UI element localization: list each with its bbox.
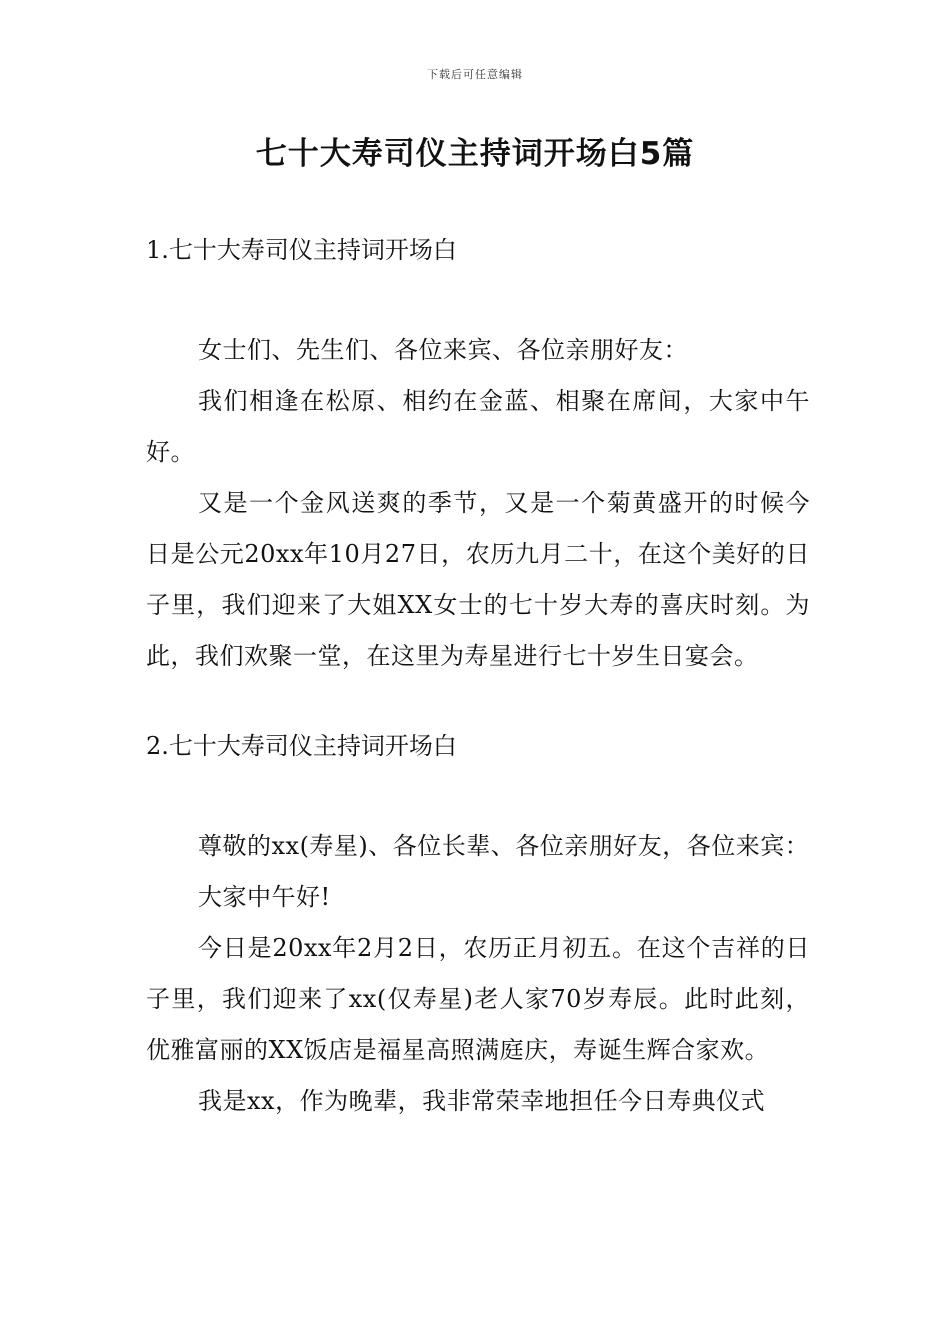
paragraph: 我是xx，作为晚辈，我非常荣幸地担任今日寿典仪式: [198, 1087, 766, 1115]
section-1-body: [146, 325, 810, 682]
header-note: 下载后可任意编辑: [427, 68, 523, 81]
section-2-body: [146, 821, 810, 1127]
paragraph: 今日是20xx年2月2日，农历正月初五。在这个吉祥的日子里，我们迎来了xx(仅寿星)老人家70岁寿辰。此时此刻，优雅富丽的XX饭店是福星高照满庭庆，寿诞生辉合家欢。: [146, 934, 810, 1064]
paragraph: 尊敬的xx(寿星)、各位长辈、各位亲朋好友，各位来宾：: [198, 832, 810, 860]
section-heading: 2.七十大寿司仪主持词开场白: [146, 732, 457, 760]
paragraph: 又是一个金风送爽的季节，又是一个菊黄盛开的时候今日是公元20xx年10月27日，农历九月二十，在这个美好的日子里，我们迎来了大姐XX女士的七十岁大寿的喜庆时刻。为此，我们欢聚一堂，在这里为寿星进行七十岁生日宴会。: [146, 489, 810, 670]
section-2: [146, 721, 810, 772]
section-1: [146, 225, 810, 276]
section-heading: 1.七十大寿司仪主持词开场白: [146, 236, 457, 264]
paragraph: 女士们、先生们、各位来宾、各位亲朋好友：: [198, 336, 688, 364]
document-title: 七十大寿司仪主持词开场白5篇: [255, 136, 695, 172]
paragraph: 大家中午好!: [198, 883, 331, 911]
paragraph: 我们相逢在松原、相约在金蓝、相聚在席间，大家中午好。: [146, 387, 810, 466]
